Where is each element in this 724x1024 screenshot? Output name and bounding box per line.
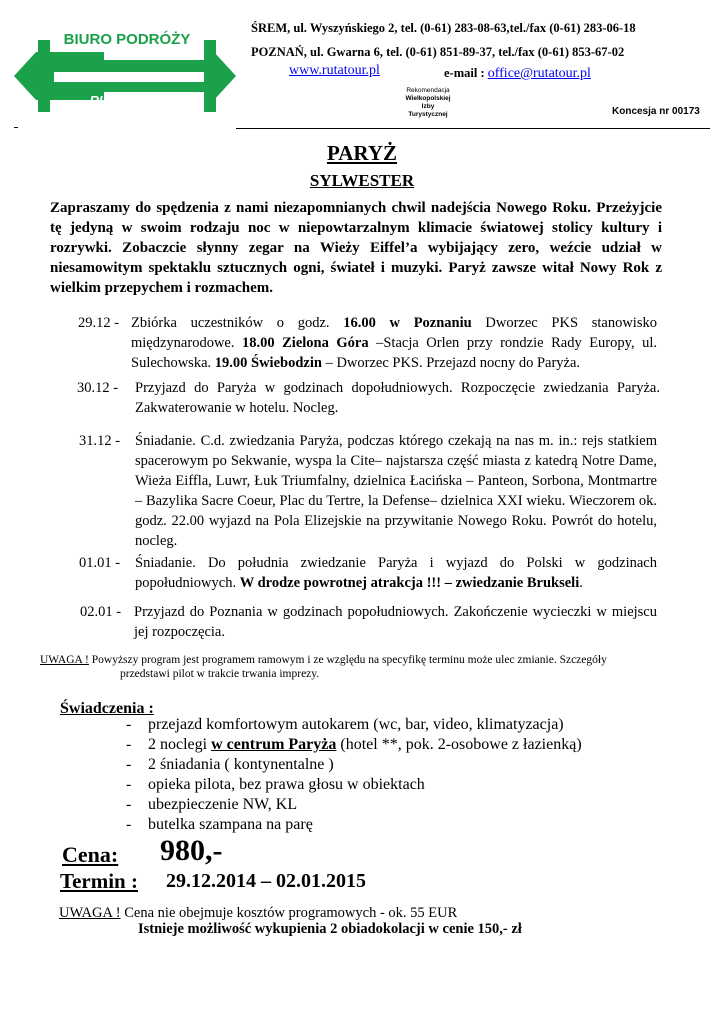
day-4-brussels: W drodze powrotnej atrakcja !!! – zwiedzanie Brukseli: [239, 575, 580, 591]
service-text: butelka szampana na parę: [148, 816, 313, 833]
note-text: Powyższy program jest programem ramowym i ze względu na specyfikę terminu może ulec zmianie. Szczegóły: [88, 654, 607, 666]
poznan-address: POZNAŃ, ul. Gwarna 6, tel. (0-61) 851-89-37, tel./fax (0-61) 853-67-02: [251, 45, 625, 59]
day-1-part: – Dworzec PKS. Przejazd nocny do Paryża.: [321, 355, 581, 371]
service-text: 2 śniadania ( kontynentalne ): [148, 756, 334, 773]
day-1-text: [131, 313, 657, 373]
service-text: opieka pilota, bez prawa głosu w obiektach: [148, 776, 425, 793]
day-5-text: Przyjazd do Poznania w godzinach popołudniowych. Zakończenie wycieczki w miejscu jej rozpoczęcia.: [134, 604, 657, 640]
dinners-offer: Istnieje możliwość wykupienia 2 obiadokolacji w cenie 150,- zł: [138, 921, 522, 937]
service-text-emphasis: w centrum Paryża: [211, 736, 337, 753]
day-5-date: 02.01 -: [80, 604, 122, 620]
day-1-part: Zbiórka uczestników o godz.: [131, 315, 344, 331]
srem-address: ŚREM, ul. Wyszyńskiego 2, tel. (0-61) 283-08-63,tel./fax (0-61) 283-06-18: [251, 21, 636, 35]
day-4-text: [135, 553, 657, 593]
term-value: 29.12.2014 – 02.01.2015: [166, 870, 366, 892]
email-label: e-mail :: [444, 66, 488, 80]
recommendation-line-4: Turystycznej: [408, 111, 448, 118]
day-1-poznan: 16.00 w Poznaniu: [343, 315, 472, 331]
program-note-2: przedstawi pilot w trakcie trwania imprezy.: [120, 668, 320, 680]
logo-text-biuro: BIURO PODRÓŻY: [63, 31, 191, 48]
day-2-date: 30.12 -: [77, 380, 119, 396]
day-1-part: Dworzec PKS stanowisko międzynarodowe.: [131, 315, 657, 351]
services-heading: Świadczenia :: [60, 700, 154, 717]
list-dash: -: [126, 736, 132, 753]
note-label: UWAGA !: [40, 654, 89, 666]
service-item: [126, 715, 582, 735]
day-4-date: 01.01 -: [79, 555, 121, 571]
price-label: Cena:: [62, 842, 119, 867]
program-note: [40, 653, 690, 667]
list-dash: -: [126, 776, 132, 793]
email-line: [444, 64, 591, 82]
logo-underline: [14, 127, 18, 128]
website-link[interactable]: www.rutatour.pl: [289, 63, 380, 78]
price-note-text: Cena nie obejmuje kosztów programowych - ok. 55 EUR: [120, 905, 458, 921]
logo-text-ruta: RUTA TOUR: [89, 93, 165, 108]
service-text: (hotel **, pok. 2-osobowe z łazienką): [336, 736, 582, 753]
service-item: [126, 815, 582, 835]
day-4-part: Śniadanie. Do południa zwiedzanie Paryża i wyjazd do Polski w godzinach popołudniowych.: [135, 555, 657, 591]
list-dash: -: [126, 716, 132, 733]
service-item: [126, 775, 582, 795]
service-text: ubezpieczenie NW, KL: [148, 796, 298, 813]
header-divider: [236, 128, 710, 129]
list-dash: -: [126, 816, 132, 833]
day-1-swiebodzin: 19.00 Świebodzin: [214, 355, 322, 371]
service-text: przejazd komfortowym autokarem (wc, bar, video, klimatyzacja): [148, 716, 564, 733]
page-title: PARYŻ: [326, 141, 398, 165]
service-item: [126, 735, 582, 755]
logo-right-bar: [204, 40, 216, 112]
page-subtitle: SYLWESTER: [309, 171, 415, 190]
price-note-label: UWAGA !: [59, 905, 121, 921]
intro-paragraph: Zapraszamy do spędzenia z nami niezapomnianych chwil nadejścia Nowego Roku. Przeżyjcie tę jedyną w swoim rodzaju noc w niepowtarzalnym klimacie światowej stolicy kultury i rozrywki. Zobaczcie słynny zegar na Wieży Eiffel’a wybijający zero, weźcie udział w niesamowitym spektaklu sztucznych ogni, świateł i muzyki. Paryż zawsze witał Nowy Rok z wielkim przepychem i rozmachem.: [50, 200, 662, 296]
day-1-date: 29.12 -: [78, 315, 120, 331]
service-item: [126, 755, 582, 775]
service-text: 2 noclegi: [148, 736, 212, 753]
price-value: 980,-: [160, 834, 223, 867]
service-item: [126, 795, 582, 815]
day-3-date: 31.12 -: [79, 433, 121, 449]
license-number: Koncesja nr 00173: [612, 106, 700, 117]
company-logo: [14, 22, 236, 130]
recommendation-line-2: Wielkopolskiej: [405, 95, 451, 102]
day-4-part: .: [579, 575, 583, 591]
list-dash: -: [126, 756, 132, 773]
recommendation-line-3: Izby: [421, 103, 435, 110]
day-2-text: Przyjazd do Paryża w godzinach dopołudniowych. Rozpoczęcie zwiedzania Paryża. Zakwaterowanie w hotelu. Nocleg.: [135, 380, 660, 416]
day-1-part: –Stacja Orlen przy rondzie Rady Europy, ul. Sulechowska.: [131, 335, 657, 371]
logo-white-stripe: [54, 72, 204, 82]
day-1-zielona-gora: 18.00 Zielona Góra: [242, 335, 369, 351]
day-3-text: Śniadanie. C.d. zwiedzania Paryża, podczas którego czekają na nas m. in.: rejs statkiem spacerowym po Sekwanie, wyspa la Cite– najstarsza część miasta z katedrą Notre Dame, Wieża Eiffla, Luwr, Łuk Triumfalny, dzielnica Łacińska – Panteon, Sorbona, Montmartre – Bazylika Sacre Coeur, Plac du Tertre, la Defense– dzielnica XXI wieku. Wieczorem ok. godz. 22.00 wyjazd na Pola Elizejskie na przywitanie Nowego Roku. Powrót do hotelu, nocleg.: [135, 433, 657, 549]
logo-left-bar: [38, 40, 50, 112]
services-list: [126, 715, 582, 835]
list-dash: -: [126, 796, 132, 813]
recommendation-line-1: Rekomendacja: [406, 87, 450, 94]
term-label: Termin :: [60, 869, 138, 893]
recommendation-text: [388, 87, 468, 119]
email-link[interactable]: office@rutatour.pl: [487, 66, 591, 81]
